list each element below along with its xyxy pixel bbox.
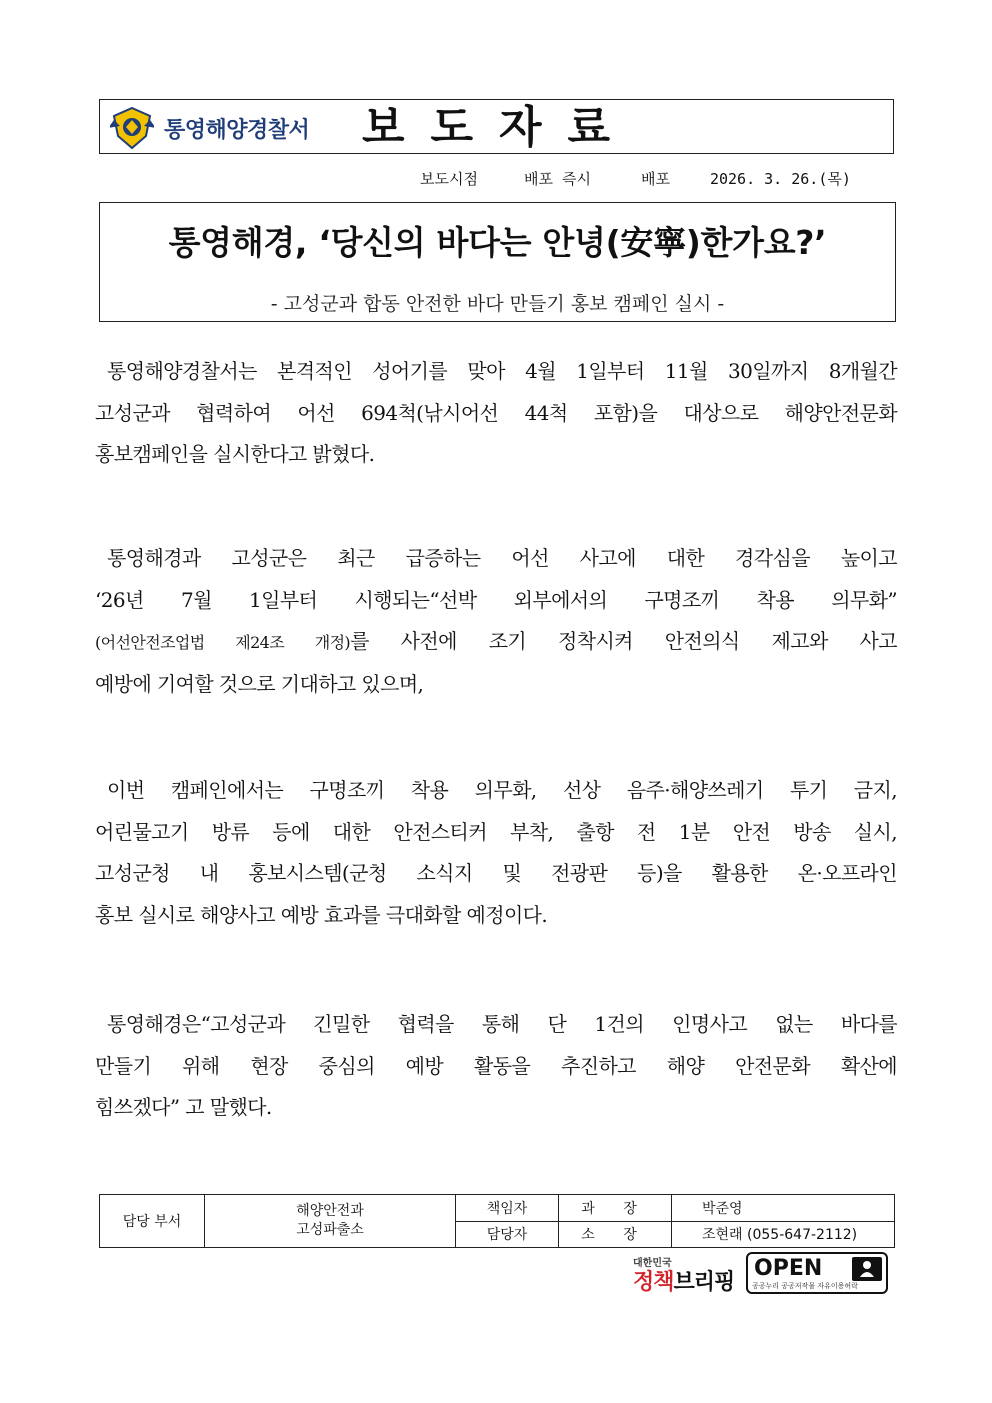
p4-line-3: 힘쓰겠다” 고 말했다. <box>95 1095 272 1119</box>
paragraph-2 <box>95 538 897 705</box>
p1-line-3: 홍보캠페인을 실시한다고 밝혔다. <box>95 442 375 466</box>
policy-logo-rest-text: 브리핑 <box>673 1270 735 1295</box>
person-icon <box>852 1257 882 1281</box>
role-responsible: 책임자 <box>456 1195 559 1222</box>
sub-title: - 고성군과 합동 안전한 바다 만들기 홍보 캠페인 실시 - <box>270 293 725 315</box>
name-responsible: 박준영 <box>672 1195 895 1222</box>
open-badge-text: OPEN <box>754 1256 823 1281</box>
release-time-value: 배포 즉시 <box>523 170 591 188</box>
role-contact: 담당자 <box>456 1221 559 1248</box>
policy-logo-text <box>633 1265 734 1296</box>
p2-law-ref: (어선안전조업법 제24조 개정) <box>95 633 351 652</box>
doc-type-heading: 보도자료 <box>362 102 637 153</box>
paragraph-3 <box>95 770 897 936</box>
p1-line-2: 고성군과 협력하여 어선 694척(낚시어선 44척 포함)을 대상으로 해양안전문화 <box>95 400 897 425</box>
dept-names <box>205 1195 456 1248</box>
title-contact: 소 장 <box>559 1221 672 1248</box>
table-row <box>100 1195 895 1222</box>
header-box <box>99 99 894 154</box>
p2-line-3-rest: 를 사전에 조기 정착시켜 안전의식 제고와 사고 <box>350 629 897 653</box>
name-contact: 조현래 (055-647-2112) <box>672 1221 895 1248</box>
dept-label: 담당 부서 <box>100 1195 205 1248</box>
contact-table <box>99 1194 895 1248</box>
release-time-label: 보도시점 <box>420 170 478 188</box>
p4-line-1: 통영해경은“고성군과 긴밀한 협력을 통해 단 1건의 인명사고 없는 바다를 <box>107 1012 897 1036</box>
release-dist-label: 배포 <box>640 170 670 188</box>
open-badge-subtext: 공공누리 공공저작물 자유이용허락 <box>752 1282 858 1290</box>
org-name: 통영해양경찰서 <box>164 118 310 143</box>
p2-line-1: 통영해경과 고성군은 최근 급증하는 어선 사고에 대한 경각심을 높이고 <box>107 546 897 570</box>
policy-logo-small-text: 대한민국 <box>633 1258 672 1269</box>
dept-name-2: 고성파출소 <box>296 1222 364 1238</box>
p2-line-2: ‘26년 7월 1일부터 시행되는“선박 외부에서의 구명조끼 착용 의무화” <box>95 587 897 612</box>
p3-line-4: 홍보 실시로 해양사고 예방 효과를 극대화할 예정이다. <box>95 902 548 927</box>
policy-logo-red-text: 정책 <box>633 1270 674 1295</box>
title-box <box>99 202 896 322</box>
p3-line-1: 이번 캠페인에서는 구명조끼 착용 의무화, 선상 음주·해양쓰레기 투기 금지, <box>107 778 897 802</box>
p1-line-1: 통영해양경찰서는 본격적인 성어기를 맞아 4월 1일부터 11월 30일까지 8개월간 <box>107 359 897 383</box>
main-title: 통영해경, ‘당신의 바다는 안녕(安寧)한가요?’ <box>168 223 827 262</box>
p3-line-2: 어린물고기 방류 등에 대한 안전스티커 부착, 출항 전 1분 안전 방송 실시, <box>95 819 897 844</box>
paragraph-1 <box>95 351 897 476</box>
release-info <box>420 168 851 189</box>
coast-guard-emblem-icon <box>110 106 154 150</box>
title-responsible: 과 장 <box>559 1195 672 1222</box>
p2-line-3 <box>95 621 897 664</box>
release-date: 2026. 3. 26.(목) <box>709 170 851 188</box>
dept-name-1: 해양안전과 <box>296 1203 364 1219</box>
paragraph-4 <box>95 1004 897 1129</box>
open-license-badge <box>746 1252 888 1294</box>
p4-line-2: 만들기 위해 현장 중심의 예방 활동을 추진하고 해양 안전문화 확산에 <box>95 1053 897 1078</box>
policy-briefing-logo <box>633 1254 737 1294</box>
p2-line-4: 예방에 기여할 것으로 기대하고 있으며, <box>95 671 424 696</box>
p3-line-3: 고성군청 내 홍보시스템(군청 소식지 및 전광판 등)을 활용한 온·오프라인 <box>95 861 897 885</box>
